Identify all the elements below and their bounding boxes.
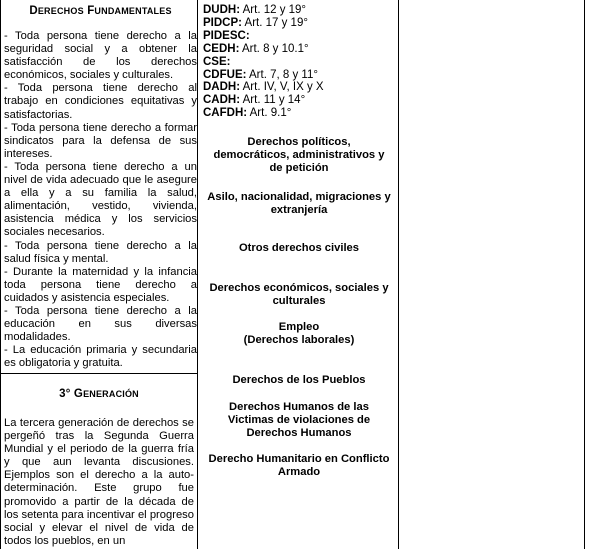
- category-other-civil-rights: Otros derechos civiles: [238, 242, 359, 254]
- instrument-row: DUDH: Art. 12 y 19°: [203, 4, 307, 16]
- instrument-row: CEDH: Art. 8 y 10.1°: [203, 42, 309, 55]
- rights-item: - Toda persona tiene derecho a la seguridad social y a obtener la satisfacción de los derechos económicos, sociales y culturales.: [4, 30, 197, 82]
- rights-item: - Toda persona tiene derecho a la educación en sus diversas modalidades.: [4, 304, 197, 344]
- third-generation-heading: 3° GENERACIÓN: [59, 388, 139, 400]
- category-humanitarian-law: Derecho Humanitario en Conflicto Armado: [208, 453, 390, 479]
- rights-item: - Toda persona tiene derecho a un nivel de vida adecuado que le asegure a ella y a su familia la salud, alimentación, vestido, vivienda, asistencia médica y los servicios sociales necesarios.: [4, 160, 197, 239]
- instrument-row: PIDCP: Art. 17 y 19°: [203, 16, 308, 29]
- instruments-cell: [203, 0, 395, 120]
- table-border-left: [0, 0, 1, 549]
- row-divider: [0, 373, 198, 374]
- rights-item: - Toda persona tiene derecho a la salud física y mental.: [4, 239, 197, 265]
- instrument-row: DADH: Art. IV, V, IX y X: [203, 81, 324, 94]
- category-asylum-nationality: Asilo, nacionalidad, migraciones y extranjería: [207, 191, 391, 217]
- category-victims-rights: Derechos Humanos de las Victimas de violaciones de Derechos Humanos: [227, 401, 371, 440]
- instrument-row: CADH: Art. 11 y 14°: [203, 94, 306, 107]
- rights-item: - Toda persona tiene derecho a formar sindicatos para la defensa de sus intereses.: [4, 121, 197, 160]
- rights-list: [4, 30, 197, 370]
- table-border-right: [584, 0, 585, 549]
- category-peoples-rights: Derechos de los Pueblos: [232, 374, 366, 386]
- rights-item: - Durante la maternidad y la infancia toda persona tiene derecho a cuidados y asistencia especiales.: [4, 265, 197, 304]
- table-divider-1: [197, 0, 198, 549]
- fundamental-rights-heading: DERECHOS FUNDAMENTALES: [29, 5, 172, 17]
- instrument-row: PIDESC:: [203, 29, 250, 42]
- rights-item: - La educación primaria y secundaria es obligatoria y gratuita.: [4, 344, 197, 370]
- fundamental-rights-cell: [4, 0, 197, 370]
- instruments-list: [203, 4, 395, 120]
- third-generation-cell: [4, 383, 194, 548]
- table-divider-2: [398, 0, 399, 549]
- category-political-rights: Derechos políticos, democráticos, administrativos y de petición: [213, 136, 385, 175]
- category-economic-social-cultural: Derechos económicos, sociales y culturales: [209, 282, 389, 308]
- rights-item: - Toda persona tiene derecho al trabajo en condiciones equitativas y satisfactorias.: [4, 82, 197, 121]
- instrument-row: CAFDH: Art. 9.1°: [203, 107, 292, 120]
- instrument-row: CSE:: [203, 55, 231, 68]
- category-employment: Empleo (Derechos laborales): [243, 321, 355, 347]
- third-generation-text: La tercera generación de derechos se pergeñó tras la Segunda Guerra Mundial y el periodo de la guerra fría y que aun levanta discusiones. Ejemplos son el derecho a la auto-determinación. Este grupo fue promovido a partir de la década de los setenta para incentivar el progreso social y elevar el nivel de vida de todos los pueblos, en un: [4, 417, 194, 547]
- instrument-row: CDFUE: Art. 7, 8 y 11°: [203, 68, 318, 81]
